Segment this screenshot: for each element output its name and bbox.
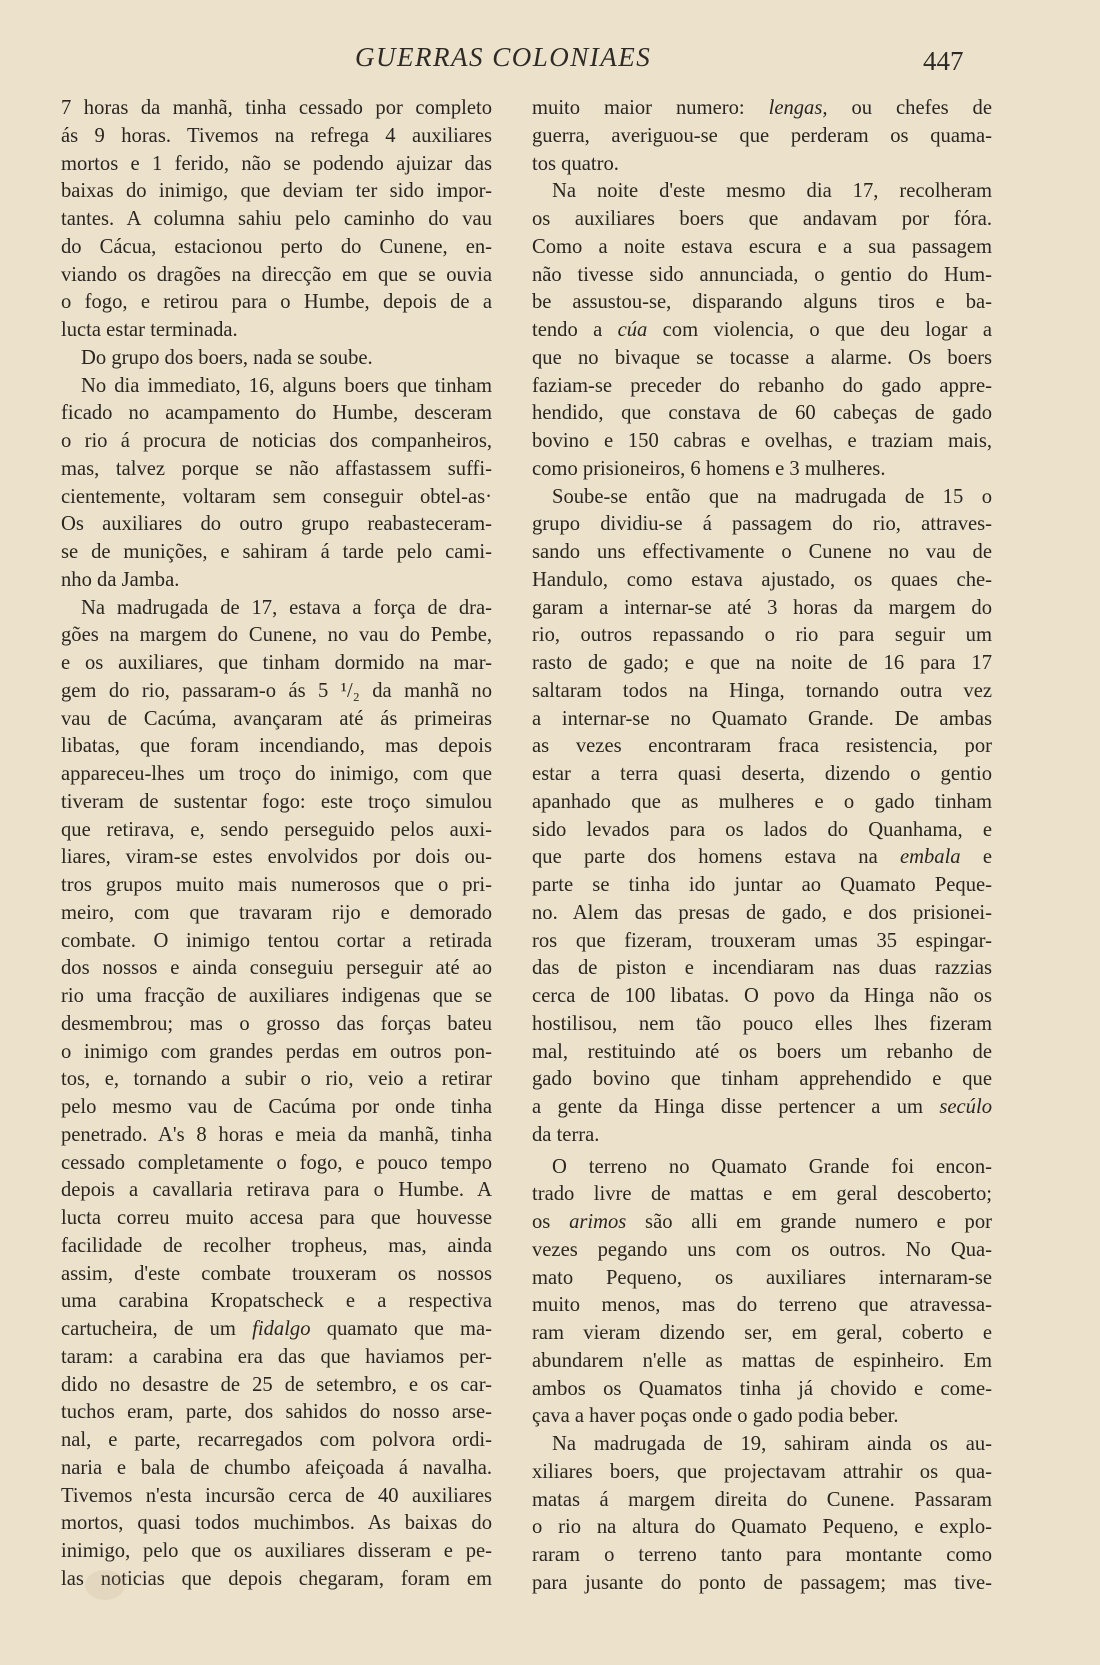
text-line: combate. O inimigo tentou cortar a retirada	[61, 929, 492, 952]
text-line: ram vieram dizendo ser, em geral, coberto e	[532, 1322, 992, 1344]
text-line: appareceu-lhes um troço do inimigo, com que	[61, 763, 492, 785]
right-text-column	[532, 95, 992, 1598]
text-line: vezes pegando uns com os outros. No Qua-	[532, 1238, 992, 1261]
italic-term: fidalgo	[252, 1318, 311, 1340]
text-line: O terreno no Quamato Grande foi encon-	[552, 1155, 992, 1178]
text-line: garam a internar-se até 3 horas da margem do	[532, 596, 992, 619]
text-line: meiro, com que travaram rijo e demorado	[61, 901, 492, 924]
text-line: ros que fizeram, trouxeram umas 35 espingar-	[532, 929, 992, 952]
text-line: naria e bala de chumbo afeiçoada á navalha.	[61, 1456, 492, 1479]
text-line: Na noite d'este mesmo dia 17, recolheram	[552, 180, 992, 203]
text-line: sido levados para os lados do Quanhama, e	[532, 818, 992, 841]
text-line: a internar-se no Quamato Grande. De ambas	[532, 707, 992, 730]
text-line: não tivesse sido annunciada, o gentio do Hum-	[532, 263, 992, 286]
text-line: tendo a cúa com violencia, o que deu logar a	[532, 319, 992, 341]
text-line: bovino e 150 cabras e ovelhas, e traziam mais,	[532, 430, 992, 452]
text-line: os auxiliares boers que andavam por fóra.	[532, 208, 992, 230]
text-line: gado bovino que tinham apprehendido e que	[532, 1068, 992, 1091]
text-line: se de munições, e sahiram á tarde pelo cami-	[61, 541, 492, 563]
text-line: que retirava, e, sendo perseguido pelos auxi-	[61, 818, 492, 841]
text-line: lucta estar terminada.	[61, 319, 238, 341]
text-line: xiliares boers, que projectavam attrahir os qua-	[532, 1460, 992, 1483]
text-line: que no bivaque se tocasse a alarme. Os boers	[532, 346, 992, 369]
text-line: gões na margem do Cunene, no vau do Pembe,	[61, 624, 492, 647]
text-line: dos nossos e ainda conseguiu perseguir até ao	[61, 957, 492, 980]
text-line: taram: a carabina era das que haviamos per-	[61, 1345, 492, 1368]
text-line: os arimos são alli em grande numero e por	[532, 1211, 993, 1233]
text-line: da terra.	[532, 1123, 600, 1146]
text-line: mal, restituindo até os boers um rebanho de	[532, 1040, 992, 1063]
text-line: pelo mesmo vau de Cacúma por onde tinha	[61, 1096, 492, 1118]
text-line: do Cácua, estacionou perto do Cunene, en-	[61, 235, 492, 258]
text-line: facilidade de recolher tropheus, mas, ainda	[61, 1234, 492, 1257]
text-line: çava a haver poças onde o gado podia beber.	[532, 1405, 899, 1428]
text-line: hendido, que constava de 60 cabeças de gado	[532, 402, 992, 425]
italic-term: lengas,	[768, 97, 828, 119]
text-line: tos, e, tornando a subir o rio, veio a retirar	[61, 1068, 492, 1091]
text-line: o inimigo com grandes perdas em outros pon-	[61, 1040, 492, 1063]
text-line: tros grupos muito mais numerosos que o pri-	[61, 874, 492, 896]
text-line: e os auxiliares, que tinham dormido na mar-	[61, 652, 492, 674]
text-line: inimigo, pelo que os auxiliares disseram e pe-	[61, 1540, 492, 1562]
text-line: mato Pequeno, os auxiliares internaram-se	[532, 1266, 992, 1289]
text-line: No dia immediato, 16, alguns boers que tinham	[81, 374, 492, 397]
text-line: penetrado. A's 8 horas e meia da manhã, tinha	[61, 1123, 492, 1146]
text-line: lucta correu muito accesa para que houvesse	[61, 1207, 492, 1229]
text-line: nal, e parte, recarregados com polvora ordi-	[61, 1429, 492, 1451]
running-title: GUERRAS COLONIAES	[355, 42, 652, 72]
text-line: cerca de 100 libatas. O povo da Hinga não os	[532, 985, 992, 1007]
text-line: ambos os Quamatos tinha já chovido e come-	[532, 1377, 992, 1400]
text-line: tantes. A columna sahiu pelo caminho do vau	[61, 208, 492, 230]
text-line: muito maior numero: lengas, ou chefes de	[532, 97, 992, 119]
text-line: 7 horas da manhã, tinha cessado por completo	[61, 97, 492, 119]
text-line: parte se tinha ido juntar ao Quamato Peque-	[532, 874, 992, 896]
text-line: tuchos eram, parte, dos sahidos do nosso arse-	[61, 1401, 492, 1424]
text-line: nho da Jamba.	[61, 568, 180, 591]
text-line: abundarem n'elle as mattas de espinheiro. Em	[532, 1349, 992, 1372]
text-line: a gente da Hinga disse pertencer a um secúlo	[532, 1096, 992, 1118]
text-line: sando uns effectivamente o Cunene no vau de	[532, 541, 992, 563]
text-line: apanhado que as mulheres e o gado tinham	[532, 790, 992, 813]
text-line: cartucheira, de um fidalgo quamato que ma-	[61, 1318, 492, 1340]
page-number: 447	[923, 46, 964, 76]
italic-term: arimos	[569, 1211, 627, 1233]
text-line: muito menos, mas do terreno que atravessa-	[532, 1294, 992, 1317]
text-line: dido no desastre de 25 de setembro, e os car-	[61, 1373, 492, 1396]
left-text-column	[61, 95, 492, 1594]
text-line: saltaram todos na Hinga, tornando outra vez	[532, 679, 992, 702]
italic-term: cúa	[617, 319, 648, 341]
text-line: tiveram de sustentar fogo: este troço simulou	[61, 790, 492, 813]
text-line: Do grupo dos boers, nada se soube.	[81, 346, 373, 369]
page-header	[0, 38, 1100, 78]
text-line: las noticias que depois chegaram, foram em	[61, 1567, 492, 1590]
text-line: ficado no acampamento do Humbe, desceram	[61, 402, 492, 425]
text-line: matas á margem direita do Cunene. Passaram	[532, 1488, 992, 1511]
text-line: faziam-se preceder do rebanho do gado appre-	[532, 374, 992, 397]
text-line: estar a terra quasi deserta, dizendo o gentio	[532, 763, 992, 785]
text-line: vau de Cacúma, avançaram até ás primeiras	[61, 707, 492, 730]
text-line: ás 9 horas. Tivemos na refrega 4 auxiliares	[61, 124, 492, 147]
text-line: raram o terreno tanto para montante como	[532, 1544, 992, 1566]
text-line: rio uma fracção de auxiliares indigenas que se	[61, 985, 492, 1007]
text-line: cientemente, voltaram sem conseguir obtel-as·	[61, 485, 492, 508]
text-line: Na madrugada de 17, estava a força de dra-	[81, 596, 492, 619]
text-line: viando os dragões na direcção em que se ouvia	[61, 263, 492, 286]
text-line: as vezes encontraram fraca resistencia, por	[532, 735, 992, 758]
text-line: gem do rio, passaram-o ás 5 ¹/₂ da manhã no	[61, 679, 492, 702]
text-line: para jusante do ponto de passagem; mas tive-	[532, 1571, 992, 1594]
text-line: Na madrugada de 19, sahiram ainda os au-	[552, 1433, 992, 1455]
text-line: be assustou-se, disparando alguns tiros e ba-	[532, 291, 992, 314]
text-line: liares, viram-se estes envolvidos por dois ou-	[61, 846, 492, 869]
text-line: uma carabina Kropatscheck e a respectiva	[61, 1290, 492, 1313]
text-line: Handulo, como estava ajustado, os quaes che-	[532, 568, 992, 591]
text-line: hostilisou, nem tão pouco elles lhes fizeram	[532, 1012, 992, 1035]
text-line: cessado completamente o fogo, e pouco tempo	[61, 1151, 492, 1174]
text-line: rio, outros repassando o rio para seguir um	[532, 624, 992, 647]
text-line: tos quatro.	[532, 152, 619, 175]
text-line: depois a cavallaria retirava para o Humbe. A	[61, 1179, 492, 1202]
text-line: Os auxiliares do outro grupo reabasteceram-	[61, 513, 492, 536]
text-line: que parte dos homens estava na embala e	[532, 846, 992, 869]
text-line: o rio na altura do Quamato Pequeno, e explo-	[532, 1516, 992, 1539]
text-line: no. Alem das presas de gado, e dos prisionei-	[532, 901, 992, 924]
text-line: mas, talvez porque se não affastassem suffi-	[61, 457, 492, 480]
text-line: assim, d'este combate trouxeram os nossos	[61, 1262, 492, 1285]
text-line: mortos, quasi todos muchimbos. As baixas do	[61, 1512, 492, 1535]
italic-term: secúlo	[939, 1096, 992, 1118]
text-line: baixas do inimigo, que deviam ter sido impor-	[61, 180, 492, 203]
text-line: Como a noite estava escura e a sua passagem	[532, 235, 992, 258]
italic-term: embala	[899, 846, 961, 869]
text-line: trado livre de mattas e em geral descoberto;	[532, 1183, 992, 1206]
text-line: grupo dividiu-se á passagem do rio, attraves-	[532, 513, 992, 536]
text-line: mortos e 1 ferido, não se podendo ajuizar das	[61, 152, 492, 175]
text-line: das de piston e incendiaram nas duas razzias	[532, 957, 992, 980]
text-line: guerra, averiguou-se que perderam os quama-	[532, 124, 992, 147]
text-line: Soube-se então que na madrugada de 15 o	[552, 485, 992, 508]
paper-stain	[85, 1570, 125, 1600]
text-line: libatas, que foram incendiando, mas depois	[61, 735, 492, 758]
text-line: desmembrou; mas o grosso das forças bateu	[61, 1012, 492, 1035]
text-line: o fogo, e retirou para o Humbe, depois de a	[61, 291, 492, 314]
text-line: o rio á procura de noticias dos companheiros,	[61, 430, 492, 452]
text-line: Tivemos n'esta incursão cerca de 40 auxiliares	[61, 1484, 492, 1507]
text-line: rasto de gado; e que na noite de 16 para 17	[532, 652, 992, 674]
text-line: como prisioneiros, 6 homens e 3 mulheres.	[532, 457, 886, 480]
